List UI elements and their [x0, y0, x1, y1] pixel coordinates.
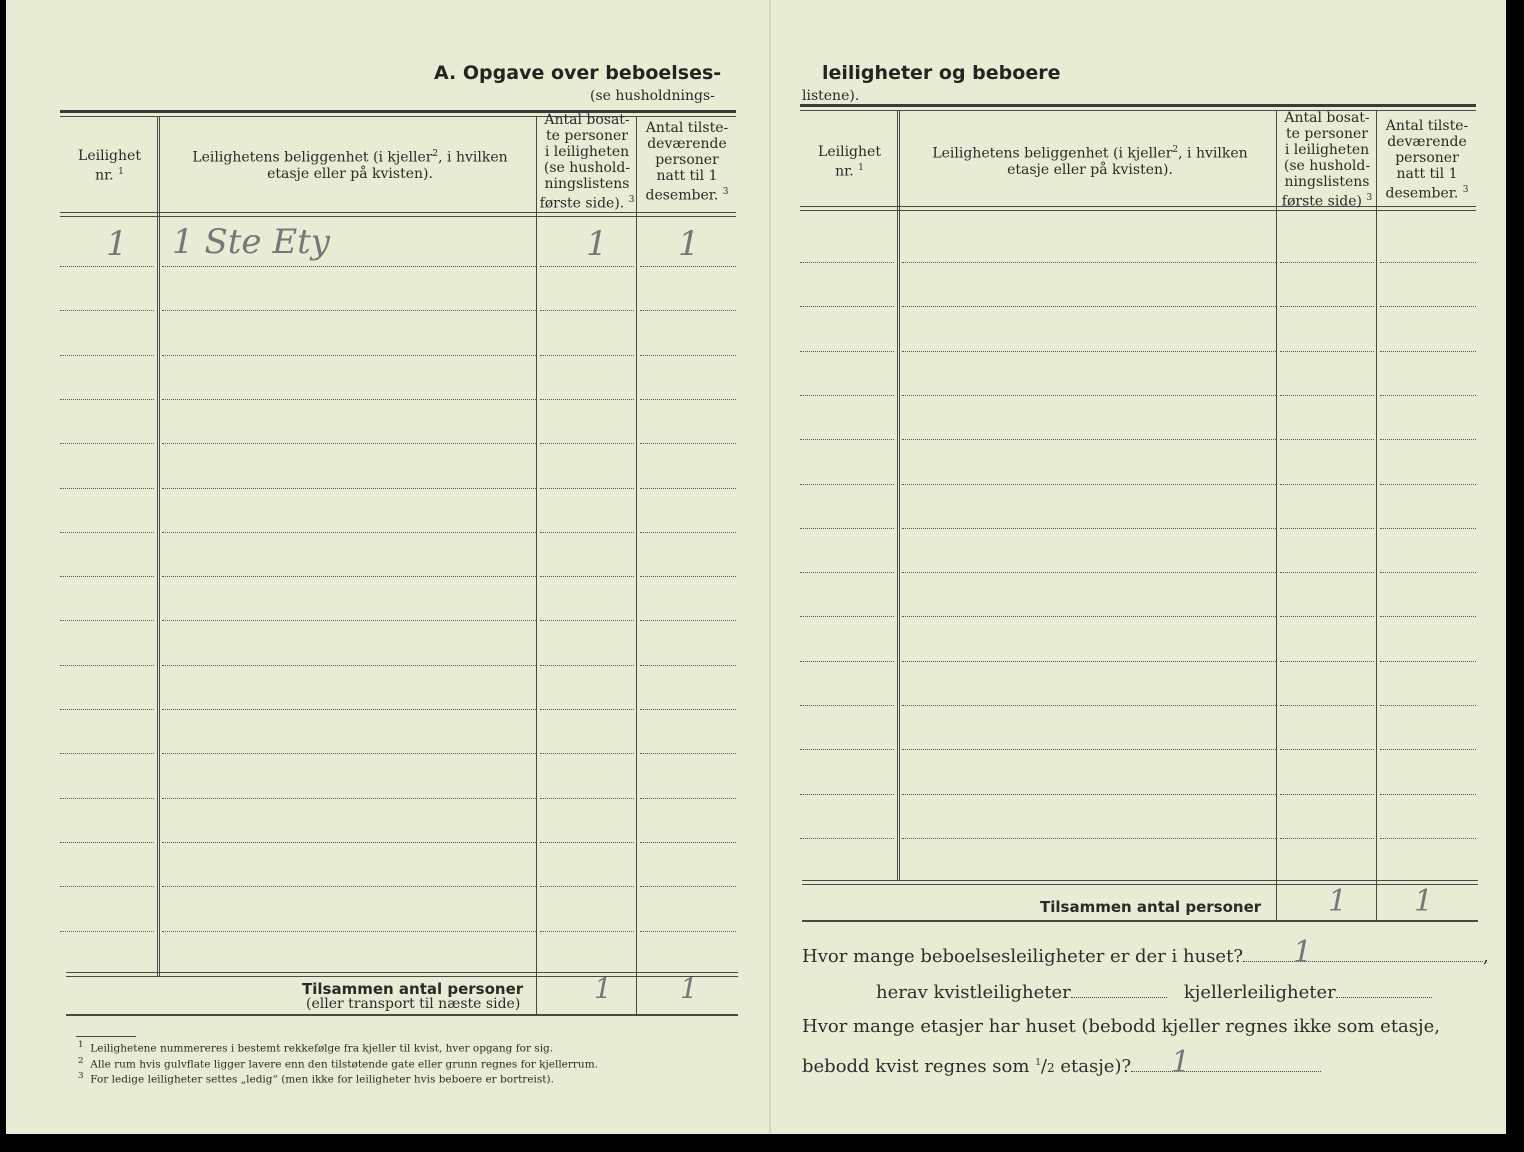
- table-row-line: [60, 532, 154, 533]
- table-row-line: [640, 620, 736, 621]
- table-row-line: [1380, 838, 1476, 839]
- table-row-line: [902, 661, 1276, 662]
- table-row-line: [640, 576, 736, 577]
- question-attic-basement: herav kvistleiligheter kjellerleiligheter: [876, 982, 1432, 1003]
- left-title: A. Opgave over beboelses-: [434, 62, 722, 84]
- table-row-line: [540, 266, 634, 267]
- table-row-line: [162, 266, 536, 267]
- table-row-line: [162, 753, 536, 754]
- table-row-line: [640, 798, 736, 799]
- table-row-line: [640, 443, 736, 444]
- table-row-line: [60, 310, 154, 311]
- table-row-line: [800, 306, 894, 307]
- table-row-line: [60, 399, 154, 400]
- table-row-line: [640, 532, 736, 533]
- table-row-line: [1280, 306, 1374, 307]
- table-row-line: [640, 266, 736, 267]
- table-row-line: [1380, 705, 1476, 706]
- table-row-line: [1280, 351, 1374, 352]
- table-row-line: [1380, 749, 1476, 750]
- census-form-spread: [6, 0, 1506, 1134]
- table-row-line: [902, 262, 1276, 263]
- table-row-line: [162, 931, 536, 932]
- table-row-line: [640, 842, 736, 843]
- table-row-line: [800, 262, 894, 263]
- table-row-line: [1380, 262, 1476, 263]
- table-row-line: [902, 439, 1276, 440]
- table-row-line: [902, 484, 1276, 485]
- table-row-line: [1380, 661, 1476, 662]
- rule: [800, 104, 1476, 107]
- col-header-leilighet: Leilighet nr. $^1$: [78, 148, 141, 184]
- table-row-line: [162, 709, 536, 710]
- rule: [802, 920, 1478, 922]
- table-row-line: [1280, 705, 1374, 706]
- table-row-line: [800, 351, 894, 352]
- table-row-line: [540, 753, 634, 754]
- table-row-line: [800, 439, 894, 440]
- table-row-line: [902, 838, 1276, 839]
- table-row-line: [1280, 838, 1374, 839]
- table-row-line: [640, 355, 736, 356]
- footnote-2: $^2$ Alle rum hvis gulvflate ligger lavere enn den tilstøtende gate eller grunn regnes for kjellerrum.: [78, 1056, 598, 1071]
- col-header-beliggenhet: Leilighetens beliggenhet (i kjeller$^2$, i hvilken etasje eller på kvisten).: [932, 145, 1248, 178]
- table-row-line: [540, 798, 634, 799]
- table-row-line: [1380, 439, 1476, 440]
- handwritten-apartments-answer: 1: [1292, 935, 1313, 970]
- col-divider: [636, 116, 637, 1016]
- handwritten-floors-answer: 1: [1171, 1045, 1191, 1080]
- table-row-line: [540, 886, 634, 887]
- col-header-tilstedevaerende: Antal tilste- deværende personer natt til 1 desember. $^3$: [1385, 118, 1469, 202]
- table-row-line: [60, 753, 154, 754]
- table-row-line: [640, 310, 736, 311]
- right-total-label: Tilsammen antal personer: [1040, 898, 1262, 916]
- table-row-line: [60, 355, 154, 356]
- rule: [800, 210, 1476, 211]
- table-row-line: [640, 753, 736, 754]
- handwritten-location: 1 Ste Ety: [172, 222, 331, 262]
- rule: [66, 1014, 738, 1016]
- col-header-tilstedevaerende: Antal tilste- deværende personer natt til 1 desember. $^3$: [645, 120, 729, 204]
- table-row-line: [800, 838, 894, 839]
- handwritten-tilstede: 1: [678, 224, 700, 264]
- table-row-line: [60, 620, 154, 621]
- table-row-line: [1280, 528, 1374, 529]
- table-row-line: [162, 355, 536, 356]
- table-row-line: [800, 749, 894, 750]
- table-row-line: [540, 665, 634, 666]
- table-row-line: [540, 488, 634, 489]
- table-row-line: [1280, 749, 1374, 750]
- rule: [60, 212, 736, 213]
- table-row-line: [800, 572, 894, 573]
- table-row-line: [640, 399, 736, 400]
- table-row-line: [800, 705, 894, 706]
- col-header-beliggenhet: Leilighetens beliggenhet (i kjeller$^2$, i hvilken etasje eller på kvisten).: [192, 149, 508, 182]
- col-divider: [1376, 110, 1377, 920]
- col-divider: [157, 116, 160, 976]
- col-header-leilighet: Leilighet nr. $^1$: [818, 144, 881, 180]
- rule: [66, 972, 738, 973]
- table-row-line: [162, 399, 536, 400]
- table-row-line: [60, 886, 154, 887]
- table-row-line: [640, 886, 736, 887]
- table-row-line: [902, 705, 1276, 706]
- table-row-line: [60, 665, 154, 666]
- table-row-line: [800, 616, 894, 617]
- table-row-line: [1280, 262, 1374, 263]
- table-row-line: [1380, 528, 1476, 529]
- table-row-line: [902, 749, 1276, 750]
- table-row-line: [162, 443, 536, 444]
- table-row-line: [800, 528, 894, 529]
- table-row-line: [1380, 395, 1476, 396]
- table-row-line: [162, 665, 536, 666]
- table-row-line: [902, 395, 1276, 396]
- table-row-line: [60, 798, 154, 799]
- question-floors: Hvor mange etasjer har huset (bebodd kjeller regnes ikke som etasje,: [802, 1016, 1440, 1037]
- table-row-line: [162, 620, 536, 621]
- table-row-line: [1380, 616, 1476, 617]
- page-fold: [769, 0, 771, 1134]
- table-row-line: [1280, 395, 1374, 396]
- table-row-line: [1380, 794, 1476, 795]
- table-row-line: [800, 661, 894, 662]
- table-row-line: [162, 798, 536, 799]
- table-row-line: [902, 572, 1276, 573]
- rule: [76, 1036, 136, 1037]
- table-row-line: [162, 310, 536, 311]
- table-row-line: [1280, 661, 1374, 662]
- table-row-line: [60, 709, 154, 710]
- table-row-line: [540, 576, 634, 577]
- table-row-line: [902, 351, 1276, 352]
- table-row-line: [1380, 306, 1476, 307]
- table-row-line: [902, 528, 1276, 529]
- table-row-line: [540, 399, 634, 400]
- col-divider: [1276, 110, 1277, 920]
- table-row-line: [1280, 439, 1374, 440]
- rule: [802, 880, 1478, 881]
- table-row-line: [800, 395, 894, 396]
- table-row-line: [800, 794, 894, 795]
- table-row-line: [640, 488, 736, 489]
- handwritten-total-tilstede: 1: [680, 972, 698, 1005]
- table-row-line: [60, 443, 154, 444]
- handwritten-apartment-nr: 1: [106, 224, 128, 264]
- table-row-line: [640, 931, 736, 932]
- table-row-line: [1280, 484, 1374, 485]
- table-row-line: [60, 266, 154, 267]
- handwritten-total-tilstede: 1: [1414, 884, 1434, 919]
- table-row-line: [1280, 572, 1374, 573]
- table-row-line: [1280, 616, 1374, 617]
- rule: [802, 884, 1478, 885]
- table-row-line: [540, 620, 634, 621]
- right-title: leiligheter og beboere: [822, 62, 1061, 84]
- right-subtitle: listene).: [802, 88, 860, 104]
- col-divider: [897, 110, 900, 880]
- table-row-line: [162, 886, 536, 887]
- table-row-line: [1380, 351, 1476, 352]
- col-header-bosatte: Antal bosat- te personer i leiligheten (se hushold- ningslistens første side) $^3$: [1281, 110, 1373, 210]
- table-row-line: [540, 532, 634, 533]
- table-row-line: [1280, 794, 1374, 795]
- rule: [66, 976, 738, 977]
- table-row-line: [162, 488, 536, 489]
- handwritten-total-bosatte: 1: [1328, 884, 1348, 919]
- table-row-line: [60, 931, 154, 932]
- table-row-line: [540, 709, 634, 710]
- left-total-sublabel: (eller transport til næste side): [306, 996, 521, 1012]
- table-row-line: [60, 842, 154, 843]
- table-row-line: [162, 532, 536, 533]
- table-row-line: [540, 443, 634, 444]
- table-row-line: [540, 310, 634, 311]
- left-total-label: Tilsammen antal personer: [302, 980, 524, 998]
- rule: [60, 216, 736, 217]
- table-row-line: [640, 709, 736, 710]
- col-divider: [536, 116, 537, 1016]
- handwritten-bosatte: 1: [586, 224, 608, 264]
- table-row-line: [60, 576, 154, 577]
- table-row-line: [640, 665, 736, 666]
- table-row-line: [1380, 484, 1476, 485]
- table-row-line: [540, 842, 634, 843]
- handwritten-total-bosatte: 1: [594, 972, 612, 1005]
- question-floors-2: bebodd kvist regnes som $^1$/2 etasje)? 1: [802, 1056, 1321, 1077]
- left-subtitle: (se husholdnings-: [590, 88, 715, 104]
- table-row-line: [162, 842, 536, 843]
- table-row-line: [162, 576, 536, 577]
- footnote-3: $^3$ For ledige leiligheter settes „ledig“ (men ikke for leiligheter hvis beboere er bortreist).: [78, 1071, 554, 1086]
- table-row-line: [902, 616, 1276, 617]
- table-row-line: [902, 306, 1276, 307]
- question-apartments: Hvor mange beboelsesleiligheter er der i huset? 1 ,: [802, 935, 1489, 970]
- table-row-line: [800, 484, 894, 485]
- col-header-bosatte: Antal bosat- te personer i leiligheten (se hushold- ningslistens første side). $^3$: [539, 112, 635, 212]
- table-row-line: [540, 355, 634, 356]
- table-row-line: [60, 488, 154, 489]
- table-row-line: [540, 931, 634, 932]
- footnote-1: $^1$ Leilighetene nummereres i bestemt rekkefølge fra kjeller til kvist, hver opgang for sig.: [78, 1040, 554, 1055]
- table-row-line: [902, 794, 1276, 795]
- table-row-line: [1380, 572, 1476, 573]
